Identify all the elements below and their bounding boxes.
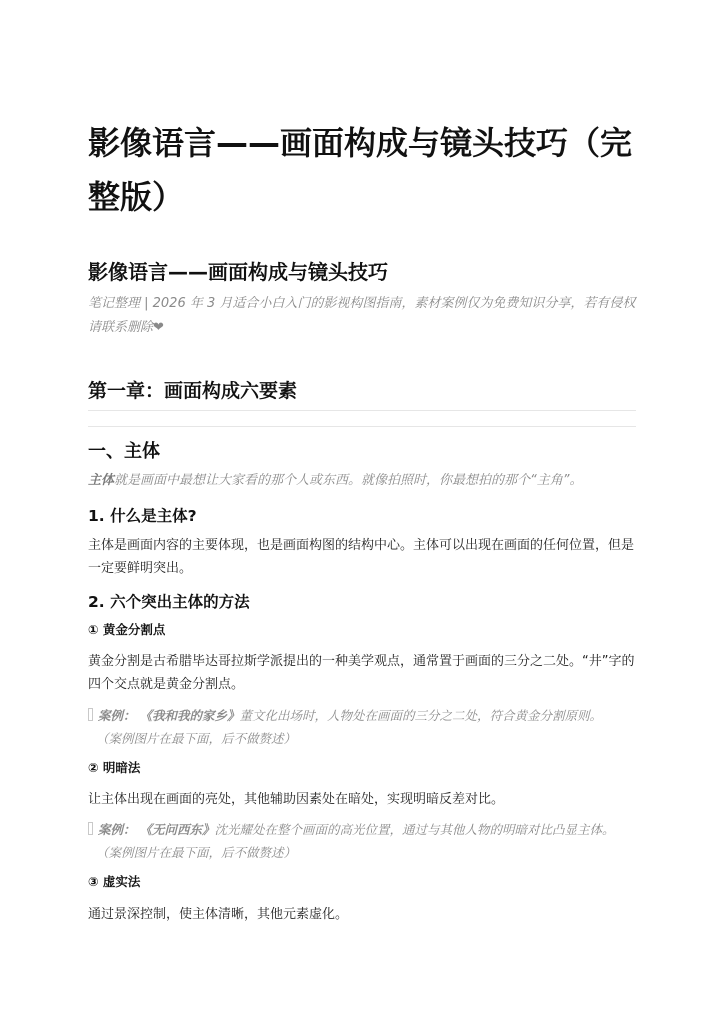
case-text: 董文化出场时，人物处在画面的三分之二处，符合黄金分割原则。 xyxy=(239,708,603,723)
divider xyxy=(88,426,636,427)
meta-text: 笔记整理 | 2026 年 3 月适合小白入门的影视构图指南，素材案例仅为免费知识分享，若有侵权请联系删除 xyxy=(88,296,636,335)
document-meta xyxy=(88,292,636,340)
heading-golden-ratio: ① 黄金分割点 xyxy=(88,622,166,637)
case-line xyxy=(88,704,648,727)
case-work: 《无问西东》 xyxy=(139,822,215,837)
document-title: 影像语言——画面构成与镜头技巧（完整版） xyxy=(88,124,633,216)
heading-focus-method: ③ 虚实法 xyxy=(88,874,141,889)
case-work: 《我和我的家乡》 xyxy=(139,708,240,723)
heading-light-dark: ② 明暗法 xyxy=(88,760,141,775)
quote-marker-icon xyxy=(88,822,93,835)
case-footnote: （案例图片在最下面，后不做赘述） xyxy=(96,731,297,746)
section-lead xyxy=(88,470,648,492)
case-footnote: （案例图片在最下面，后不做赘述） xyxy=(96,845,297,860)
quote-marker-icon xyxy=(88,708,93,721)
case-text: 沈光耀处在整个画面的高光位置，通过与其他人物的明暗对比凸显主体。 xyxy=(214,822,615,837)
heading-what-is-subject: 1. 什么是主体? xyxy=(88,507,197,525)
divider xyxy=(88,410,636,411)
section-title: 一、主体 xyxy=(88,441,160,462)
paragraph-light-dark: 让主体出现在画面的亮处，其他辅助因素处在暗处，实现明暗反差对比。 xyxy=(88,792,505,807)
paragraph-focus-method: 通过景深控制，使主体清晰，其他元素虚化。 xyxy=(88,907,349,922)
lead-text: 就是画面中最想让大家看的那个人或东西。就像拍照时，你最想拍的那个“主角”。 xyxy=(114,473,583,488)
lead-term: 主体 xyxy=(88,473,115,488)
paragraph-golden-ratio: 黄金分割是古希腊毕达哥拉斯学派提出的一种美学观点，通常置于画面的三分之二处。“井”字的四个交点就是黄金分割点。 xyxy=(88,654,635,692)
heading-six-methods: 2. 六个突出主体的方法 xyxy=(88,593,250,611)
case-label: 案例： xyxy=(98,822,136,837)
case-note-light-dark xyxy=(88,818,648,864)
case-label: 案例： xyxy=(98,708,136,723)
case-line xyxy=(88,818,648,841)
paragraph-what-is-subject: 主体是画面内容的主要体现，也是画面构图的结构中心。主体可以出现在画面的任何位置，但是一定要鲜明突出。 xyxy=(88,538,635,576)
case-note-golden xyxy=(88,704,648,750)
chapter-title: 第一章：画面构成六要素 xyxy=(88,380,298,402)
heart-icon: ❤ xyxy=(153,320,164,335)
document-subtitle: 影像语言——画面构成与镜头技巧 xyxy=(88,260,388,284)
